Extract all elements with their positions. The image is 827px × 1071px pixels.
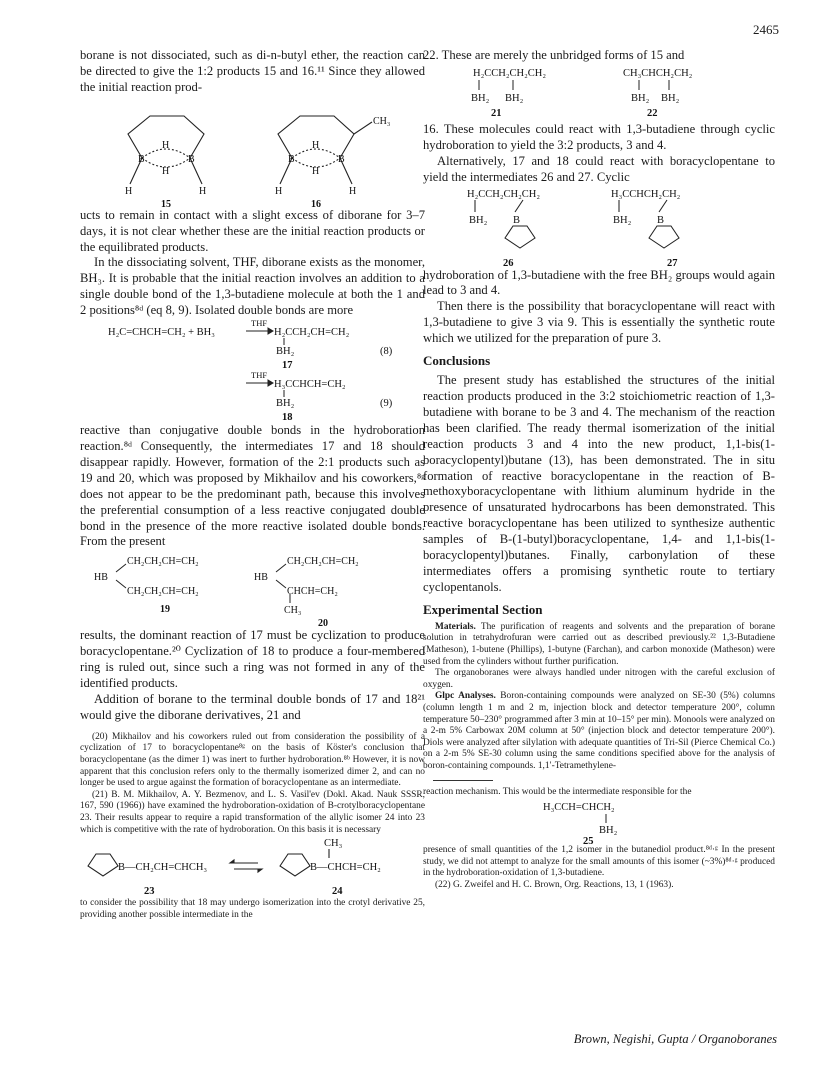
glpc-label: Glpc Analyses. <box>435 691 496 702</box>
compound-label-18: 18 <box>282 412 293 424</box>
compound-label-27: 27 <box>667 257 678 268</box>
compound-label-26: 26 <box>503 257 514 268</box>
materials-label: Materials. <box>435 621 476 632</box>
structures-21-22-svg <box>423 64 775 122</box>
chain-bottom: CH₂CH₂CH=CH₂ <box>127 586 199 598</box>
footnote-21-end: to consider the possibility that 18 may undergo isomerization into the crotyl derivative 25, providing another possible intermediate in the <box>80 898 425 920</box>
hb-label: HB <box>94 572 108 584</box>
eq8-product: H₂CCH₂CH=CH₂ <box>274 327 350 339</box>
compound-label-21: 21 <box>491 107 502 119</box>
compound-label-23: 23 <box>144 886 155 898</box>
structures-26-27 <box>423 186 775 268</box>
compound-label-16: 16 <box>311 198 321 208</box>
right-para-1: 22. These are merely the unbridged forms of 15 and <box>423 48 685 62</box>
bh2-label: BH₂ <box>469 214 488 226</box>
eq8-substituent: BH₂ <box>276 346 295 358</box>
compound-label-22: 22 <box>647 107 658 119</box>
equation-9 <box>80 371 425 423</box>
chain-23: B—CH₂CH=CHCH₃ <box>118 862 208 874</box>
equation-9-svg <box>80 371 425 423</box>
compound-label-25: 25 <box>583 836 594 846</box>
b-label: B <box>338 153 345 165</box>
b-label: B <box>288 153 295 165</box>
left-para-2: ucts to remain in contact with a slight excess of diborane for 3–7 days, it is not clear whether these are the initial reaction products or the equilibrated products. <box>80 207 425 254</box>
footnote-divider <box>433 780 493 781</box>
terminal-h: H <box>349 185 357 197</box>
left-para-3: In the dissociating solvent, THF, diborane exists as the monomer, BH₃. It is probable that the initial reaction involves an addition to a single double bond of the 1,3-butadiene molecule at both the 1 and 2 positions⁸ᵈ (eq 8, 9). Isolated double bonds are more <box>80 255 425 318</box>
left-column <box>80 48 425 921</box>
glpc-paragraph <box>423 691 775 772</box>
methyl-label: CH₃ <box>373 115 391 127</box>
structure-25-svg <box>423 799 775 845</box>
chain-27: H₃CCHCH₂CH₂ <box>611 188 681 200</box>
b-label: B <box>138 153 145 165</box>
structures-21-22 <box>423 64 775 122</box>
structure-25 <box>423 799 775 845</box>
structures-19-20 <box>80 550 425 628</box>
bh2-label: BH₂ <box>661 92 680 104</box>
running-footer: Brown, Negishi, Gupta / Organoboranes <box>573 1032 777 1046</box>
glpc-text: Boron-containing compounds were analyzed on SE-30 (5%) columns (column length 1 m and 2 m, injection block and detector temperature 200°, column temperature 50–230° programmed after 3 min at 10–15° per min). Monools were analyzed on a 2-m 5% Carbowax 20M column at 50° (injection block and detector temperature 200°). Diols were analyzed after silylation with adequate quantities of Tri-Sil (Pierce Chemical Co.) on a 2-m 5% SE-30 column using the same conditions specified above for the analysis of boron-containing compounds. 1,1′-Tetramethylene- <box>423 691 775 771</box>
right-para-3: Alternatively, 17 and 18 could react with boracyclopentane to yield the intermediates 26 and 27. Cyclic <box>423 153 775 184</box>
eq8-reactants: H₂C=CHCH=CH₂ + BH₃ <box>108 327 215 339</box>
left-para-1: borane is not dissociated, such as di-n-butyl ether, the reaction can be directed to give the 1:2 products 15 and 16.¹¹ Since they allowed the initial reaction prod- <box>80 48 425 94</box>
methyl-label: CH₃ <box>324 838 343 850</box>
chain-top: CH₂CH₂CH=CH₂ <box>287 556 359 568</box>
terminal-h: H <box>125 185 133 197</box>
right-column <box>423 48 775 891</box>
b-label: B <box>513 214 521 226</box>
compound-label-15: 15 <box>161 198 171 208</box>
structures-26-27-svg <box>423 186 775 268</box>
footnote-21: (21) B. M. Mikhailov, A. Y. Bezmenov, and L. S. Vasil'ev (Dokl. Akad. Nauk SSSR, 167, 590 (1966)) have examined the hydroboration-oxidation of B-crotylboracyclopentane 23. Their results appear to require a rapid transformation of the allylic isomer 24 into 23 which is competitive with the rate of hydroboration. On this basis it is necessary <box>80 789 425 835</box>
structures-15-16-svg <box>80 96 425 208</box>
structures-19-20-svg <box>80 550 425 628</box>
page-number: 2465 <box>753 22 779 37</box>
left-para-6: Addition of borane to the terminal double bonds of 17 and 18²¹ would give the diborane derivatives, 21 and <box>80 691 425 722</box>
conclusions-heading: Conclusions <box>423 353 491 369</box>
chain-21: H₂CCH₂CH₂CH₂ <box>473 67 546 79</box>
compound-label-17: 17 <box>282 360 293 372</box>
conclusions-text: The present study has established the structures of the initial reaction products produced in the 3:2 stoichiometric reaction of 1,3-butadiene with borane to be 3 and 4. The mechanism of the reaction has been clarified. The ready thermal isomerization of the initial reaction products 3 and 4 into the new product, 1,1-bis(1-boracyclopentyl)butane (13), has been demonstrated. The in situ formation of reactive boracyclopentane in the reaction of B-methoxyboracyclopentane with lithium aluminum hydride in the presence of unsaturated hydrocarbons has been demonstrated. This reactive boracyclopentane has been utilized to synthesize authentic samples of B-(1-butyl)boracyclopentane, 1,4- and 1,1-bis(1-boracyclopentyl)butanes. Finally, carbonylation of these intermediates offers a promising synthetic route to tertiary cyclopentanols. <box>423 373 775 594</box>
bh2-label: BH₂ <box>613 214 632 226</box>
bh2-label: BH₂ <box>631 92 650 104</box>
structures-23-24 <box>80 836 425 898</box>
left-para-4: reactive than conjugative double bonds in the hydroboration reaction.⁸ᵈ Consequently, the intermediates 17 and 18 should disappear rapidly. However, formation of the 2:1 products such as 19 and 20, which was proposed by Mikhailov and his coworkers,⁸ᵍ does not appear to be the predominant path, because this involves the preferential consumption of a less reactive conjugated double bond in the presence of the more reactive isolated double bonds. From the present <box>80 423 425 549</box>
chain-top: CH₂CH₂CH=CH₂ <box>127 556 199 568</box>
bridge-h: H <box>312 139 320 151</box>
organoboranes-paragraph: The organoboranes were always handled under nitrogen with the careful exclusion of oxygen. <box>423 668 775 690</box>
left-para-5: results, the dominant reaction of 17 must be cyclization to produce boracyclopentane.²⁰ Cyclization of 18 to produce a four-membered ring is ruled out, since such a ring was not formed in any of the identified products. <box>80 628 425 691</box>
b-label: B <box>188 153 195 165</box>
bridge-h: H <box>162 165 170 177</box>
bridge-h: H <box>312 165 320 177</box>
right-para-4: hydroboration of 1,3-butadiene with the free BH₂ groups would again lead to 3 and 4. <box>423 267 775 298</box>
chain-22: CH₃CHCH₂CH₂ <box>623 67 693 79</box>
compound-label-19: 19 <box>160 604 170 616</box>
compound-label-20: 20 <box>318 618 328 629</box>
experimental-heading: Experimental Section <box>423 601 543 617</box>
right-para-2: 16. These molecules could react with 1,3-butadiene through cyclic hydroboration to yield the 3:2 products, 3 and 4. <box>423 121 775 152</box>
structures-15-16 <box>80 96 425 208</box>
structures-23-24-svg <box>80 836 425 898</box>
b-label: B <box>657 214 665 226</box>
eq8-solvent: THF <box>251 319 268 329</box>
terminal-h: H <box>199 185 207 197</box>
eq9-product: H₃CCHCH=CH₂ <box>274 379 346 391</box>
materials-text: The purification of reagents and solvents and the preparation of borane solution in tetrahydrofuran were carried out as described previously.²² 1,3-Butadiene (Matheson), 1-butene (Phillips), 1-butyne (Farchan), and carbon monoxide (Matheson) were used from the cylinders without further purification. <box>423 621 775 667</box>
eq8-number: (8) <box>380 346 393 358</box>
right-para-5: Then there is the possibility that boracyclopentane will react with 1,3-butadiene to give 3 via 9. This is essentially the synthetic route which we utilized for the preparation of pure 3. <box>423 299 775 346</box>
chain-25: H₃CCH=CHCH₂ <box>543 802 615 814</box>
chain-bottom: CHCH=CH₂ <box>287 586 338 598</box>
eq9-number: (9) <box>380 398 393 410</box>
eq9-solvent: THF <box>251 371 268 381</box>
eq9-substituent: BH₂ <box>276 398 295 410</box>
terminal-h: H <box>275 185 283 197</box>
footnote-22: (22) G. Zweifel and H. C. Brown, Org. Reactions, 13, 1 (1963). <box>435 879 674 890</box>
footnote-continuation: reaction mechanism. This would be the intermediate responsible for the <box>423 787 692 798</box>
bh2-label: BH₂ <box>505 92 524 104</box>
methyl-label: CH₃ <box>284 605 302 617</box>
bh2-label: BH₂ <box>599 825 618 837</box>
materials-paragraph <box>423 622 775 668</box>
bridge-h: H <box>162 139 170 151</box>
hb-label: HB <box>254 572 268 584</box>
bh2-label: BH₂ <box>471 92 490 104</box>
chain-26: H₂CCH₂CH₂CH₂ <box>467 188 540 200</box>
footnote-20: (20) Mikhailov and his coworkers ruled out from consideration the possibility of a cyclization of 17 to boracyclopentane⁸ᵍ on the basis of Köster's conclusion that boracyclopentane (as the dimer 1) was inert to further hydroboration.⁸ᵇ However, it is now apparent that this conclusion refers only to the thermally isomerized dimer 2, and can no longer be used to argue against the formation of boracyclopentane as an intermediate. <box>80 731 425 789</box>
footnote-continuation-2: presence of small quantities of the 1,2 isomer in the butanediol product.⁸ᵈ·ᵍ In the present study, we did not attempt to analyze for the small amounts of this isomer (~3%)⁸ᵈ·ᵍ produced in the hydroboration-oxidation of 1,3-butadiene. <box>423 845 775 879</box>
equation-8-svg <box>80 319 425 371</box>
compound-label-24: 24 <box>332 886 343 898</box>
chain-24: B—CHCH=CH₂ <box>310 862 381 874</box>
equation-8 <box>80 319 425 371</box>
